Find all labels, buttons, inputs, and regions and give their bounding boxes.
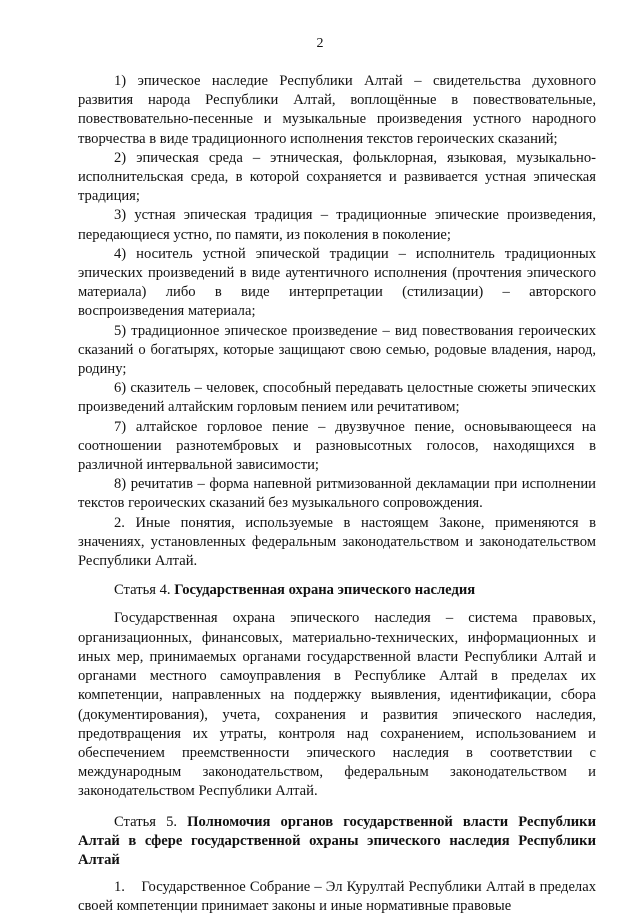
article-5-title: Полномочия органов государственной власти Республики Алтай в сфере государственной охраны эпического наследия Республики Алтай: [78, 813, 596, 868]
article-5-label: Статья 5.: [114, 813, 188, 830]
definition-2: 2) эпическая среда – этническая, фольклорная, языковая, музыкально-исполнительская среда, в которой сохраняется и развивается устная эпическая традиция;: [78, 149, 596, 205]
definition-5: 5) традиционное эпическое произведение – вид повествования героических сказаний о богатырях, которые защищают свою семью, родовые владения, народ, родину;: [78, 322, 596, 378]
article-5-heading: [78, 813, 596, 871]
article-5-item-1: 1. Государственное Собрание – Эл Курултай Республики Алтай в пределах своей компетенции принимает законы и иные нормативные правовые: [78, 879, 600, 915]
article-4-heading: [78, 581, 596, 600]
definition-1: 1) эпическое наследие Республики Алтай – свидетельства духовного развития народа Республики Алтай, воплощённые в повествовательные, повествовательно-песенные и музыкальные произведения устного народного творчества в виде традиционного исполнения текстов героических сказаний;: [78, 73, 596, 147]
definition-7: 7) алтайское горловое пение – двузвучное пение, основывающееся на соотношении разнотембровых и разновысотных голосов, находящихся в различной интервальной зависимости;: [78, 418, 596, 474]
article-4-title: Государственная охрана эпического наследия: [174, 582, 476, 599]
definition-4: 4) носитель устной эпической традиции – исполнитель традиционных эпических произведений в виде аутентичного исполнения (прочтения эпического материала) либо в виде интерпретации (стилизации) – авторского воспроизведения материала;: [78, 245, 596, 320]
article-4-label: Статья 4.: [114, 582, 175, 599]
definition-3: 3) устная эпическая традиция – традиционные эпические произведения, передающиеся устно, по памяти, из поколения в поколение;: [78, 207, 596, 243]
definition-6: 6) сказитель – человек, способный передавать целостные сюжеты эпических произведений алтайским горловым пением или речитативом;: [78, 380, 596, 416]
document-body: [78, 72, 600, 917]
article-4-text: Государственная охрана эпического наследия – система правовых, организационных, финансовых, материально-технических, информационных и иных мер, принимаемых органами государственной власти Республики Алтай и органами местного самоуправления в Республике Алтай в пределах их компетенции, направленных на поддержку выявления, идентификации, сбора (документирования), учета, сохранения и развития эпического наследия, предотвращения их утраты, контроля над сохранением, использованием и обеспечением преемственности эпического наследия в соответствии с международным законодательством, федеральным законодательством и законодательством Республики Алтай.: [78, 610, 596, 800]
clause-2: 2. Иные понятия, используемые в настоящем Законе, применяются в значениях, установленных федеральным законодательством и законодательством Республики Алтай.: [78, 514, 596, 570]
definition-8: 8) речитатив – форма напевной ритмизованной декламации при исполнении текстов героических сказаний без музыкального сопровождения.: [78, 476, 596, 512]
page-number: 2: [316, 36, 324, 51]
